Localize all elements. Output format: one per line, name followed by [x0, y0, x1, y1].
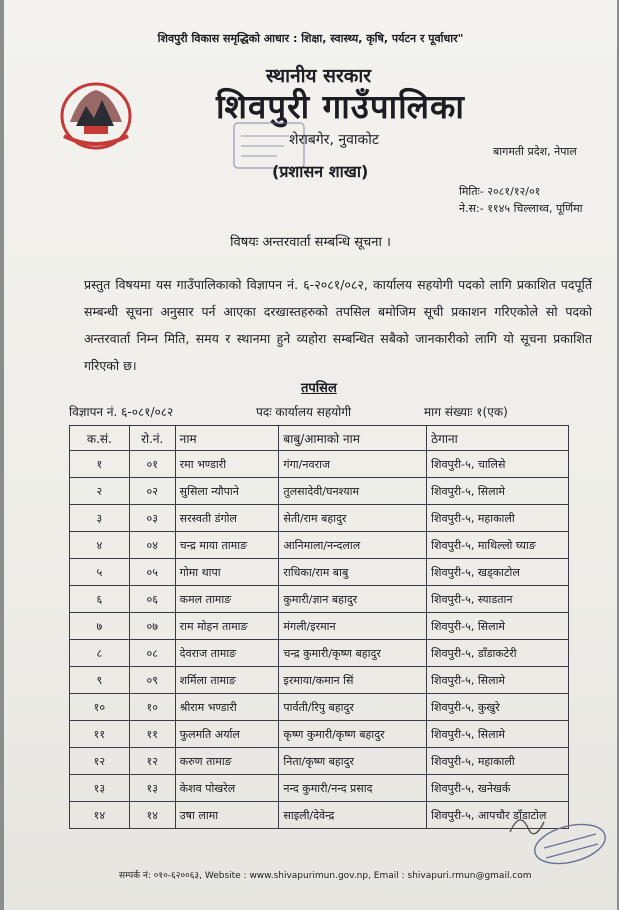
- location: शेराबगेर, नुवाकोट: [289, 132, 379, 148]
- body-paragraph: प्रस्तुत विषयमा यस गाउँपालिकाको विज्ञापन नं. ६-२०८१/०८२, कार्यालय सहयोगी पदको लागि प्रकाशित पदपूर्ति सम्बन्धी सूचना अनुसार पर्न आएका दरखास्तहरुको तपसिल बमोजिम सूची प्रकाशन गरिएकोले सो पदको अन्तरवार्ता निम्न मिति, समय र स्थानमा हुने व्यहोरा सम्बन्धित सबैको जानकारीको लागि यो सूचना प्रकाशित गरिएको छ।: [84, 277, 592, 373]
- table-row: [70, 559, 569, 586]
- table-row: [70, 748, 569, 775]
- table-cell: केशव पोखरेल: [175, 775, 279, 802]
- table-cell: सुसिला न्यौपाने: [175, 478, 279, 505]
- table-cell: साइली/देवेन्द्र: [279, 802, 427, 829]
- col-header: क.सं.: [70, 426, 130, 451]
- table-row: [70, 613, 569, 640]
- table-row: [70, 694, 569, 721]
- table-cell: चन्द्र कुमारी/कृष्ण बहादुर: [279, 640, 427, 667]
- table-row: [70, 505, 569, 532]
- table-cell: ०९: [129, 667, 175, 694]
- table-cell: सेती/राम बहादुर: [279, 505, 427, 532]
- table-cell: ४: [70, 532, 130, 559]
- table-cell: कमल तामाङ: [175, 586, 279, 613]
- table-cell: पार्वती/रिपु बहादुर: [279, 694, 427, 721]
- table-cell: इरमाया/कमान सिं: [279, 667, 427, 694]
- table-row: [70, 721, 569, 748]
- table-cell: सरस्वती डंगोल: [175, 505, 279, 532]
- table-row: [70, 586, 569, 613]
- table-cell: शर्मिला तामाङ: [175, 667, 279, 694]
- table-cell: निता/कृष्ण बहादुर: [279, 748, 427, 775]
- table-row: [70, 667, 569, 694]
- table-header: [70, 426, 569, 451]
- tagline: शिवपुरी विकास समृद्धिको आधार : शिक्षा, स्वास्थ्य, कृषि, पर्यटन र पूर्वाधार": [157, 32, 464, 45]
- contact-footer: सम्पर्क नं: ०१०-६२००६३, Website : www.shivapurimun.gov.np, Email : shivapuri.rmun@gmail.com: [119, 871, 532, 881]
- table-row: [70, 802, 569, 829]
- table-cell: शिवपुरी-५, सिलामे: [427, 721, 569, 748]
- table-cell: शिवपुरी-५, खड्काटोल: [427, 559, 569, 586]
- table-cell: राम मोहन तामाङ: [175, 613, 279, 640]
- table-cell: कृष्ण कुमारी/कृष्ण बहादुर: [279, 721, 427, 748]
- header-line-1: स्थानीय सरकार: [266, 65, 372, 87]
- table-cell: १३: [129, 775, 175, 802]
- signature-stamp-icon: [500, 802, 610, 872]
- date: मितिः- २०८१/१२/०१: [459, 185, 541, 198]
- table-cell: १३: [70, 775, 130, 802]
- date-block: [459, 183, 583, 217]
- table-cell: ०२: [129, 478, 175, 505]
- table-body: [70, 451, 569, 829]
- table-cell: राधिका/राम बाबु: [279, 559, 427, 586]
- col-header: बाबु/आमाको नाम: [279, 426, 427, 451]
- table-cell: शिवपुरी-५, सिलामे: [427, 667, 569, 694]
- table-cell: १४: [70, 802, 130, 829]
- table-cell: ०७: [129, 613, 175, 640]
- table-cell: ८: [70, 640, 130, 667]
- table-cell: शिवपुरी-५, कुखुरे: [427, 694, 569, 721]
- table-cell: देवराज तामाङ: [175, 640, 279, 667]
- table-cell: चन्द्र माया तामाङ: [175, 532, 279, 559]
- table-cell: गोमा थापा: [175, 559, 279, 586]
- table-cell: शिवपुरी-५, माथिल्लो घ्याङ: [427, 532, 569, 559]
- table-cell: ०६: [129, 586, 175, 613]
- table-cell: शिवपुरी-५, सिलामे: [427, 478, 569, 505]
- table-cell: रमा भण्डारी: [175, 451, 279, 478]
- table-cell: ०३: [129, 505, 175, 532]
- table-cell: फुलमति अर्याल: [175, 721, 279, 748]
- table-cell: १: [70, 451, 130, 478]
- section-name: (प्रशासन शाखा): [272, 162, 369, 181]
- table-cell: श्रीराम भण्डारी: [175, 694, 279, 721]
- table-cell: ११: [70, 721, 130, 748]
- table-cell: ११: [129, 721, 175, 748]
- table-cell: नन्द कुमारी/नन्द प्रसाद: [279, 775, 427, 802]
- table-cell: १४: [129, 802, 175, 829]
- municipality-name: शिवपुरी गाउँपालिका: [216, 87, 465, 126]
- ad-number: विज्ञापन नं. ६-०८१/०८२: [69, 405, 174, 419]
- table-row: [70, 775, 569, 802]
- table-cell: १०: [129, 694, 175, 721]
- table-cell: २: [70, 478, 130, 505]
- table-cell: शिवपुरी-५, स्याडतान: [427, 586, 569, 613]
- date-bs: ने.स:- ११४५ चिल्लाथ्व, पूर्णिमा: [459, 202, 583, 215]
- table-cell: आनिमाला/नन्दलाल: [279, 532, 427, 559]
- table-row: [70, 451, 569, 478]
- table-cell: उषा लामा: [175, 802, 279, 829]
- table-cell: ९: [70, 667, 130, 694]
- table-cell: १२: [70, 748, 130, 775]
- table-cell: शिवपुरी-५, महाकाली: [427, 748, 569, 775]
- table-row: [70, 532, 569, 559]
- table-row: [70, 478, 569, 505]
- table-cell: मंगली/इरमान: [279, 613, 427, 640]
- post: पदः कार्यालय सहयोगी: [256, 405, 352, 419]
- demand-count: माग संख्याः १(एक): [424, 405, 508, 419]
- table-cell: ०८: [129, 640, 175, 667]
- col-header: नाम: [175, 426, 279, 451]
- table-cell: कुमारी/ज्ञान बहादुर: [279, 586, 427, 613]
- table-cell: शिवपुरी-५, आपचौर डाँडाटोल: [427, 802, 569, 829]
- table-cell: करुण तामाङ: [175, 748, 279, 775]
- table-cell: शिवपुरी-५, चालिसे: [427, 451, 569, 478]
- table-cell: तुलसादेवी/घनश्याम: [279, 478, 427, 505]
- table-cell: ०१: [129, 451, 175, 478]
- nepal-emblem-icon: [56, 76, 136, 152]
- notice-page: [4, 0, 617, 910]
- table-row: [70, 640, 569, 667]
- table-cell: शिवपुरी-५, डाँडाकटेरी: [427, 640, 569, 667]
- candidate-table: [69, 425, 569, 829]
- table-cell: १२: [129, 748, 175, 775]
- subject: विषयः अन्तरवार्ता सम्बन्धि सूचना ।: [230, 235, 391, 250]
- schedule-title: तपसिल: [301, 381, 337, 396]
- province: बागमती प्रदेश, नेपाल: [493, 145, 577, 158]
- table-cell: शिवपुरी-५, खनेखर्क: [427, 775, 569, 802]
- table-cell: ५: [70, 559, 130, 586]
- table-cell: ०५: [129, 559, 175, 586]
- col-header: ठेगाना: [427, 426, 569, 451]
- table-cell: ६: [70, 586, 130, 613]
- table-cell: शिवपुरी-५, महाकाली: [427, 505, 569, 532]
- col-header: रो.नं.: [129, 426, 175, 451]
- table-cell: शिवपुरी-५, सिलामे: [427, 613, 569, 640]
- table-cell: ०४: [129, 532, 175, 559]
- table-cell: ३: [70, 505, 130, 532]
- table-cell: ७: [70, 613, 130, 640]
- table-cell: गंगा/नवराज: [279, 451, 427, 478]
- table-cell: १०: [70, 694, 130, 721]
